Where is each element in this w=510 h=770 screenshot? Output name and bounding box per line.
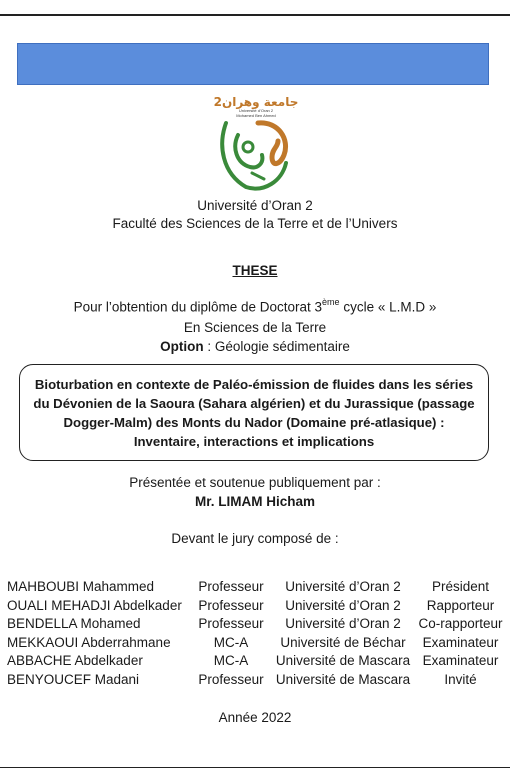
- presented-by: Présentée et soutenue publiquement par :: [129, 475, 381, 490]
- university-logo: [212, 93, 298, 191]
- jury-university: Université d’Oran 2: [285, 616, 401, 631]
- degree-purpose-prefix: Pour l’obtention du diplôme de Doctorat 3: [73, 299, 323, 315]
- jury-university: Université d’Oran 2: [285, 597, 401, 613]
- jury-role: Examinateur: [422, 653, 499, 668]
- table-row: [7, 635, 510, 654]
- bottom-rule: [0, 767, 510, 768]
- jury-university: Université de Mascara: [275, 671, 411, 687]
- table-row: [7, 653, 510, 672]
- degree-purpose-suffix: cycle « L.M.D »: [339, 299, 437, 315]
- logo-subtitle-1: Université d’Oran 2: [238, 108, 274, 113]
- option-line: [0, 339, 510, 354]
- table-row: [7, 616, 510, 635]
- jury-university: Université d’Oran 2: [285, 579, 401, 594]
- jury-role: Examinateur: [422, 634, 499, 650]
- jury-table: [7, 579, 510, 690]
- jury-role: Co-rapporteur: [418, 616, 503, 631]
- jury-name: BENYOUCEF Madani: [7, 671, 140, 687]
- top-rule: [0, 14, 510, 16]
- jury-name: BENDELLA Mohamed: [7, 616, 141, 631]
- jury-name: MEKKAOUI Abderrahmane: [7, 634, 171, 650]
- document-type: THESE: [232, 263, 278, 278]
- jury-grade: Professeur: [198, 579, 264, 594]
- blue-banner: [17, 43, 489, 85]
- faculty-name: Faculté des Sciences de la Terre et de l’Univers: [112, 216, 398, 231]
- field-of-study: En Sciences de la Terre: [183, 320, 327, 335]
- option-label: Option: [160, 339, 204, 354]
- jury-role: Président: [431, 579, 490, 594]
- jury-intro: Devant le jury composé de :: [171, 531, 339, 546]
- jury-grade: Professeur: [198, 597, 264, 613]
- thesis-title: Bioturbation en contexte de Paléo-émission de fluides dans les séries du Dévonien de la Saoura (Sahara algérien) et du Jurassique (passage Dogger-Malm) des Monts du Nador (Domaine pré-atlasique) : Inventaire, interactions et implications: [33, 376, 475, 449]
- jury-name: MAHBOUBI Mahammed: [7, 579, 155, 594]
- logo-subtitle-2: Mohamed Ben Ahmed: [236, 113, 276, 118]
- table-row: [7, 672, 510, 691]
- table-row: [7, 598, 510, 617]
- year: Année 2022: [218, 710, 292, 725]
- jury-name: OUALI MEHADJI Abdelkader: [7, 597, 182, 613]
- option-value: : Géologie sédimentaire: [203, 339, 350, 354]
- jury-grade: MC-A: [213, 653, 249, 668]
- jury-grade: Professeur: [198, 671, 264, 687]
- author-name: Mr. LIMAM Hicham: [194, 494, 315, 509]
- table-row: [7, 579, 510, 598]
- logo-arabic-name: جامعة وهران2: [213, 95, 298, 109]
- university-logo-icon: [212, 93, 298, 191]
- jury-role: Invité: [444, 671, 477, 687]
- thesis-title-box: [19, 364, 489, 461]
- jury-name: ABBACHE Abdelkader: [7, 653, 143, 668]
- jury-university: Université de Béchar: [280, 634, 406, 650]
- degree-purpose-sup: ème: [322, 297, 340, 307]
- degree-purpose: [0, 298, 510, 315]
- jury-role: Rapporteur: [426, 597, 495, 613]
- institution-name: Université d’Oran 2: [197, 198, 313, 213]
- jury-grade: Professeur: [198, 616, 264, 631]
- jury-university: Université de Mascara: [275, 653, 411, 668]
- jury-grade: MC-A: [213, 634, 249, 650]
